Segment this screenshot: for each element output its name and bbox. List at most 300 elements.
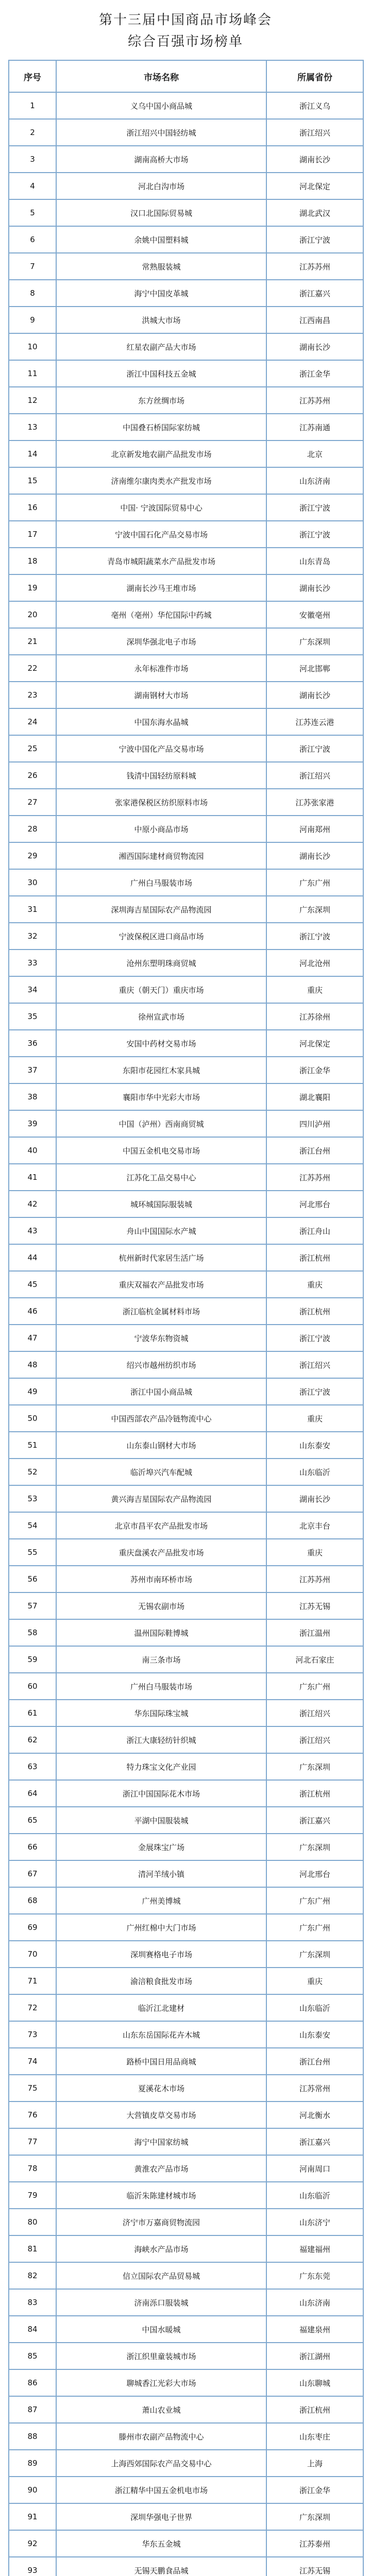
cell-province: 浙江宁波 bbox=[266, 1325, 363, 1351]
cell-number: 58 bbox=[9, 1619, 56, 1646]
table-row bbox=[9, 1057, 363, 1083]
cell-number: 29 bbox=[9, 842, 56, 869]
header-market-name: 市场名称 bbox=[56, 60, 266, 92]
cell-market-name: 大营镇皮草交易市场 bbox=[56, 2102, 266, 2128]
cell-number: 37 bbox=[9, 1057, 56, 1083]
cell-market-name: 滕州市农副产品物流中心 bbox=[56, 2423, 266, 2450]
header-row bbox=[9, 60, 363, 92]
cell-number: 18 bbox=[9, 548, 56, 574]
cell-province: 浙江舟山 bbox=[266, 1217, 363, 1244]
cell-number: 60 bbox=[9, 1673, 56, 1700]
cell-province: 安徽亳州 bbox=[266, 601, 363, 628]
table-row bbox=[9, 842, 363, 869]
cell-province: 河北沧州 bbox=[266, 950, 363, 976]
cell-market-name: 临沂朱陈建材城市场 bbox=[56, 2182, 266, 2209]
table-row bbox=[9, 2477, 363, 2503]
cell-province: 浙江湖州 bbox=[266, 2343, 363, 2369]
cell-market-name: 深圳华强电子世界 bbox=[56, 2503, 266, 2530]
cell-number: 65 bbox=[9, 1807, 56, 1834]
table-row bbox=[9, 199, 363, 226]
cell-number: 52 bbox=[9, 1459, 56, 1485]
cell-market-name: 华东国际珠宝城 bbox=[56, 1700, 266, 1726]
table-row bbox=[9, 1512, 363, 1539]
cell-market-name: 湖南钢材大市场 bbox=[56, 682, 266, 708]
cell-province: 江苏苏州 bbox=[266, 387, 363, 414]
cell-province: 湖南长沙 bbox=[266, 842, 363, 869]
cell-market-name: 东方丝绸市场 bbox=[56, 387, 266, 414]
table-row bbox=[9, 333, 363, 360]
header-province: 所属省份 bbox=[266, 60, 363, 92]
cell-number: 79 bbox=[9, 2182, 56, 2209]
table-row bbox=[9, 735, 363, 762]
cell-market-name: 宁波中国化产品交易市场 bbox=[56, 735, 266, 762]
cell-number: 48 bbox=[9, 1351, 56, 1378]
cell-province: 江苏无锡 bbox=[266, 1592, 363, 1619]
table-row bbox=[9, 119, 363, 146]
cell-market-name: 海宁中国家纺城 bbox=[56, 2128, 266, 2155]
cell-province: 山东济宁 bbox=[266, 2209, 363, 2235]
cell-number: 33 bbox=[9, 950, 56, 976]
cell-number: 34 bbox=[9, 976, 56, 1003]
cell-province: 湖北襄阳 bbox=[266, 1083, 363, 1110]
cell-province: 上海 bbox=[266, 2450, 363, 2477]
cell-number: 12 bbox=[9, 387, 56, 414]
cell-market-name: 无锡农副市场 bbox=[56, 1592, 266, 1619]
cell-number: 19 bbox=[9, 574, 56, 601]
cell-province: 重庆 bbox=[266, 1539, 363, 1566]
table-row bbox=[9, 1405, 363, 1432]
cell-province: 江苏徐州 bbox=[266, 1003, 363, 1030]
table-row bbox=[9, 708, 363, 735]
cell-number: 31 bbox=[9, 896, 56, 923]
cell-number: 40 bbox=[9, 1137, 56, 1164]
cell-number: 14 bbox=[9, 440, 56, 467]
cell-province: 浙江宁波 bbox=[266, 1378, 363, 1405]
cell-number: 73 bbox=[9, 2021, 56, 2048]
cell-province: 浙江台州 bbox=[266, 1137, 363, 1164]
table-row bbox=[9, 789, 363, 816]
cell-number: 11 bbox=[9, 360, 56, 387]
cell-number: 2 bbox=[9, 119, 56, 146]
header-number: 序号 bbox=[9, 60, 56, 92]
cell-market-name: 常熟服装城 bbox=[56, 253, 266, 280]
table-row bbox=[9, 1914, 363, 1941]
cell-number: 8 bbox=[9, 280, 56, 307]
cell-province: 重庆 bbox=[266, 1271, 363, 1298]
table-row bbox=[9, 2235, 363, 2262]
cell-market-name: 渝涪粮食批发市场 bbox=[56, 1968, 266, 1994]
cell-market-name: 广州白马服装市场 bbox=[56, 869, 266, 896]
table-row bbox=[9, 1941, 363, 1968]
cell-market-name: 信立国际农产品贸易城 bbox=[56, 2262, 266, 2289]
cell-market-name: 亳州（亳州）华佗国际中药城 bbox=[56, 601, 266, 628]
title-line-1: 第十三届中国商品市场峰会 bbox=[98, 12, 272, 28]
cell-number: 26 bbox=[9, 762, 56, 789]
cell-province: 江苏苏州 bbox=[266, 1566, 363, 1592]
cell-province: 浙江杭州 bbox=[266, 1298, 363, 1325]
cell-market-name: 温州国际鞋博城 bbox=[56, 1619, 266, 1646]
cell-market-name: 中国叠石桥国际家纺城 bbox=[56, 414, 266, 440]
cell-market-name: 舟山中国国际水产城 bbox=[56, 1217, 266, 1244]
cell-market-name: 重庆双福农产品批发市场 bbox=[56, 1271, 266, 1298]
cell-number: 3 bbox=[9, 146, 56, 173]
cell-province: 浙江台州 bbox=[266, 2048, 363, 2075]
table-row bbox=[9, 253, 363, 280]
cell-province: 浙江嘉兴 bbox=[266, 280, 363, 307]
table-row bbox=[9, 1834, 363, 1860]
table-row bbox=[9, 2182, 363, 2209]
cell-market-name: 红星农副产品大市场 bbox=[56, 333, 266, 360]
cell-province: 浙江温州 bbox=[266, 1619, 363, 1646]
cell-province: 江苏连云港 bbox=[266, 708, 363, 735]
cell-market-name: 海宁中国皮革城 bbox=[56, 280, 266, 307]
cell-market-name: 重庆盘溪农产品批发市场 bbox=[56, 1539, 266, 1566]
cell-market-name: 临沂埠兴汽车配城 bbox=[56, 1459, 266, 1485]
table-row bbox=[9, 1566, 363, 1592]
cell-province: 河北邢台 bbox=[266, 1860, 363, 1887]
cell-number: 70 bbox=[9, 1941, 56, 1968]
cell-market-name: 浙江大康轻纺针织城 bbox=[56, 1726, 266, 1753]
cell-province: 重庆 bbox=[266, 976, 363, 1003]
cell-market-name: 聊城香江光彩大市场 bbox=[56, 2369, 266, 2396]
cell-province: 重庆 bbox=[266, 1968, 363, 1994]
cell-province: 江苏苏州 bbox=[266, 253, 363, 280]
cell-number: 13 bbox=[9, 414, 56, 440]
cell-market-name: 海峡水产品市场 bbox=[56, 2235, 266, 2262]
cell-province: 河北衡水 bbox=[266, 2102, 363, 2128]
cell-province: 浙江金华 bbox=[266, 2477, 363, 2503]
cell-market-name: 广州白马服装市场 bbox=[56, 1673, 266, 1700]
cell-province: 湖北武汉 bbox=[266, 199, 363, 226]
cell-number: 46 bbox=[9, 1298, 56, 1325]
cell-market-name: 中国水暖城 bbox=[56, 2316, 266, 2343]
cell-province: 江苏泰州 bbox=[266, 2530, 363, 2557]
ranking-table bbox=[8, 60, 364, 2576]
cell-market-name: 洪城大市场 bbox=[56, 307, 266, 333]
cell-province: 广东深圳 bbox=[266, 1941, 363, 1968]
cell-province: 江西南昌 bbox=[266, 307, 363, 333]
cell-number: 56 bbox=[9, 1566, 56, 1592]
table-row bbox=[9, 2316, 363, 2343]
table-row bbox=[9, 2450, 363, 2477]
cell-number: 32 bbox=[9, 923, 56, 950]
cell-province: 湖南长沙 bbox=[266, 574, 363, 601]
table-row bbox=[9, 1646, 363, 1673]
cell-province: 浙江绍兴 bbox=[266, 1700, 363, 1726]
cell-market-name: 浙江织里童装城市场 bbox=[56, 2343, 266, 2369]
cell-province: 浙江杭州 bbox=[266, 1244, 363, 1271]
table-row bbox=[9, 2423, 363, 2450]
table-row bbox=[9, 414, 363, 440]
cell-market-name: 中国（泸州）西南商贸城 bbox=[56, 1110, 266, 1137]
cell-number: 57 bbox=[9, 1592, 56, 1619]
cell-market-name: 北京新发地农副产品批发市场 bbox=[56, 440, 266, 467]
cell-province: 浙江绍兴 bbox=[266, 762, 363, 789]
cell-market-name: 深圳华强北电子市场 bbox=[56, 628, 266, 655]
table-row bbox=[9, 1191, 363, 1217]
table-row bbox=[9, 280, 363, 307]
table-row bbox=[9, 1217, 363, 1244]
cell-number: 84 bbox=[9, 2316, 56, 2343]
cell-number: 5 bbox=[9, 199, 56, 226]
cell-province: 浙江宁波 bbox=[266, 521, 363, 548]
cell-market-name: 汉口北国际贸易城 bbox=[56, 199, 266, 226]
cell-province: 浙江嘉兴 bbox=[266, 1807, 363, 1834]
table-row bbox=[9, 494, 363, 521]
cell-number: 23 bbox=[9, 682, 56, 708]
table-row bbox=[9, 1298, 363, 1325]
cell-province: 江苏张家港 bbox=[266, 789, 363, 816]
cell-province: 广东广州 bbox=[266, 1673, 363, 1700]
table-row bbox=[9, 1459, 363, 1485]
table-body bbox=[9, 92, 363, 2576]
cell-number: 36 bbox=[9, 1030, 56, 1057]
cell-province: 山东临沂 bbox=[266, 2182, 363, 2209]
cell-province: 北京丰台 bbox=[266, 1512, 363, 1539]
cell-number: 86 bbox=[9, 2369, 56, 2396]
cell-province: 四川泸州 bbox=[266, 1110, 363, 1137]
table-row bbox=[9, 467, 363, 494]
cell-market-name: 上海西郊国际农产品交易中心 bbox=[56, 2450, 266, 2477]
table-row bbox=[9, 1137, 363, 1164]
cell-number: 39 bbox=[9, 1110, 56, 1137]
cell-market-name: 夏溪花木市场 bbox=[56, 2075, 266, 2102]
cell-market-name: 中国五金机电交易市场 bbox=[56, 1137, 266, 1164]
cell-province: 广东广州 bbox=[266, 1914, 363, 1941]
cell-province: 浙江绍兴 bbox=[266, 1351, 363, 1378]
table-row bbox=[9, 1860, 363, 1887]
cell-market-name: 临沂江北建材 bbox=[56, 1994, 266, 2021]
cell-province: 山东济南 bbox=[266, 467, 363, 494]
cell-number: 66 bbox=[9, 1834, 56, 1860]
cell-market-name: 江苏化工品交易中心 bbox=[56, 1164, 266, 1191]
cell-number: 77 bbox=[9, 2128, 56, 2155]
cell-number: 67 bbox=[9, 1860, 56, 1887]
cell-market-name: 山东东岳国际花卉木城 bbox=[56, 2021, 266, 2048]
cell-number: 7 bbox=[9, 253, 56, 280]
cell-number: 6 bbox=[9, 226, 56, 253]
table-row bbox=[9, 1244, 363, 1271]
table-row bbox=[9, 976, 363, 1003]
cell-market-name: 深圳海吉星国际农产品物流园 bbox=[56, 896, 266, 923]
cell-number: 55 bbox=[9, 1539, 56, 1566]
cell-number: 28 bbox=[9, 816, 56, 842]
cell-market-name: 浙江绍兴中国轻纺城 bbox=[56, 119, 266, 146]
cell-number: 78 bbox=[9, 2155, 56, 2182]
table-row bbox=[9, 1619, 363, 1646]
table-row bbox=[9, 521, 363, 548]
cell-market-name: 华东五金城 bbox=[56, 2530, 266, 2557]
table-row bbox=[9, 2503, 363, 2530]
cell-market-name: 徐州宣武市场 bbox=[56, 1003, 266, 1030]
table-row bbox=[9, 2396, 363, 2423]
cell-market-name: 广州红棉中大门市场 bbox=[56, 1914, 266, 1941]
cell-market-name: 浙江中国国际花木市场 bbox=[56, 1780, 266, 1807]
cell-province: 重庆 bbox=[266, 1405, 363, 1432]
cell-province: 湖南长沙 bbox=[266, 682, 363, 708]
table-row bbox=[9, 1351, 363, 1378]
cell-number: 22 bbox=[9, 655, 56, 682]
cell-number: 89 bbox=[9, 2450, 56, 2477]
cell-market-name: 浙江精华中国五金机电市场 bbox=[56, 2477, 266, 2503]
table-row bbox=[9, 92, 363, 119]
cell-province: 江苏无锡 bbox=[266, 2557, 363, 2576]
table-row bbox=[9, 1110, 363, 1137]
cell-number: 88 bbox=[9, 2423, 56, 2450]
cell-province: 山东济南 bbox=[266, 2289, 363, 2316]
cell-province: 广东深圳 bbox=[266, 1753, 363, 1780]
table-row bbox=[9, 2557, 363, 2576]
cell-number: 72 bbox=[9, 1994, 56, 2021]
cell-province: 浙江宁波 bbox=[266, 494, 363, 521]
table-header bbox=[9, 60, 363, 92]
table-row bbox=[9, 1030, 363, 1057]
cell-market-name: 南三条市场 bbox=[56, 1646, 266, 1673]
cell-number: 38 bbox=[9, 1083, 56, 1110]
cell-province: 浙江宁波 bbox=[266, 226, 363, 253]
table-row bbox=[9, 1994, 363, 2021]
cell-market-name: 宁波保税区进口商品市场 bbox=[56, 923, 266, 950]
cell-market-name: 金展珠宝广场 bbox=[56, 1834, 266, 1860]
table-row bbox=[9, 628, 363, 655]
cell-province: 广东深圳 bbox=[266, 896, 363, 923]
cell-province: 江苏南通 bbox=[266, 414, 363, 440]
cell-number: 44 bbox=[9, 1244, 56, 1271]
cell-province: 浙江宁波 bbox=[266, 923, 363, 950]
table-row bbox=[9, 1083, 363, 1110]
cell-province: 山东青岛 bbox=[266, 548, 363, 574]
cell-province: 浙江杭州 bbox=[266, 1780, 363, 1807]
cell-number: 71 bbox=[9, 1968, 56, 1994]
table-row bbox=[9, 923, 363, 950]
cell-province: 江苏常州 bbox=[266, 2075, 363, 2102]
table-row bbox=[9, 2343, 363, 2369]
cell-number: 47 bbox=[9, 1325, 56, 1351]
cell-number: 49 bbox=[9, 1378, 56, 1405]
table-row bbox=[9, 1003, 363, 1030]
cell-market-name: 浙江临杭金属材料市场 bbox=[56, 1298, 266, 1325]
table-row bbox=[9, 762, 363, 789]
cell-market-name: 北京市昌平农产品批发市场 bbox=[56, 1512, 266, 1539]
cell-market-name: 余姚中国塑料城 bbox=[56, 226, 266, 253]
cell-province: 江苏苏州 bbox=[266, 1164, 363, 1191]
cell-market-name: 绍兴市越州纺织市场 bbox=[56, 1351, 266, 1378]
cell-number: 16 bbox=[9, 494, 56, 521]
cell-province: 湖南长沙 bbox=[266, 146, 363, 173]
cell-market-name: 黄兴海吉星国际农产品物流园 bbox=[56, 1485, 266, 1512]
cell-province: 浙江杭州 bbox=[266, 2396, 363, 2423]
cell-market-name: 中原小商品市场 bbox=[56, 816, 266, 842]
table-row bbox=[9, 896, 363, 923]
cell-market-name: 沧州东塑明珠商贸城 bbox=[56, 950, 266, 976]
table-row bbox=[9, 146, 363, 173]
cell-province: 河南郑州 bbox=[266, 816, 363, 842]
cell-market-name: 平湖中国服装城 bbox=[56, 1807, 266, 1834]
cell-province: 广东广州 bbox=[266, 869, 363, 896]
cell-market-name: 中国东海水晶城 bbox=[56, 708, 266, 735]
table-row bbox=[9, 1780, 363, 1807]
cell-province: 河北石家庄 bbox=[266, 1646, 363, 1673]
table-row bbox=[9, 1164, 363, 1191]
cell-province: 浙江金华 bbox=[266, 1057, 363, 1083]
table-row bbox=[9, 2155, 363, 2182]
cell-market-name: 无锡天鹏食品城 bbox=[56, 2557, 266, 2576]
cell-province: 广东深圳 bbox=[266, 1834, 363, 1860]
cell-province: 浙江绍兴 bbox=[266, 1726, 363, 1753]
cell-market-name: 张家港保税区纺织原料市场 bbox=[56, 789, 266, 816]
cell-province: 广东东莞 bbox=[266, 2262, 363, 2289]
table-row bbox=[9, 816, 363, 842]
cell-number: 35 bbox=[9, 1003, 56, 1030]
table-row bbox=[9, 950, 363, 976]
cell-number: 30 bbox=[9, 869, 56, 896]
cell-market-name: 重庆（朝天门）重庆市场 bbox=[56, 976, 266, 1003]
cell-province: 北京 bbox=[266, 440, 363, 467]
table-row bbox=[9, 173, 363, 199]
cell-number: 51 bbox=[9, 1432, 56, 1459]
cell-market-name: 河北白沟市场 bbox=[56, 173, 266, 199]
cell-province: 山东泰安 bbox=[266, 2021, 363, 2048]
cell-number: 93 bbox=[9, 2557, 56, 2576]
table-row bbox=[9, 1378, 363, 1405]
cell-province: 山东泰安 bbox=[266, 1432, 363, 1459]
cell-province: 福建福州 bbox=[266, 2235, 363, 2262]
page-title bbox=[8, 9, 363, 53]
cell-market-name: 中国· 宁波国际贸易中心 bbox=[56, 494, 266, 521]
cell-market-name: 宁波华东物资城 bbox=[56, 1325, 266, 1351]
cell-market-name: 襄阳市华中光彩大市场 bbox=[56, 1083, 266, 1110]
table-row bbox=[9, 601, 363, 628]
cell-market-name: 山东泰山钢材大市场 bbox=[56, 1432, 266, 1459]
table-row bbox=[9, 2048, 363, 2075]
cell-number: 54 bbox=[9, 1512, 56, 1539]
cell-market-name: 济宁市万嘉商贸物流园 bbox=[56, 2209, 266, 2235]
cell-province: 山东临沂 bbox=[266, 1459, 363, 1485]
cell-number: 76 bbox=[9, 2102, 56, 2128]
cell-province: 山东枣庄 bbox=[266, 2423, 363, 2450]
cell-market-name: 东阳市花园红木家具城 bbox=[56, 1057, 266, 1083]
cell-number: 75 bbox=[9, 2075, 56, 2102]
cell-market-name: 安国中药材交易市场 bbox=[56, 1030, 266, 1057]
table-row bbox=[9, 1887, 363, 1914]
cell-number: 43 bbox=[9, 1217, 56, 1244]
table-row bbox=[9, 2530, 363, 2557]
table-row bbox=[9, 1700, 363, 1726]
cell-province: 浙江嘉兴 bbox=[266, 2128, 363, 2155]
cell-number: 9 bbox=[9, 307, 56, 333]
cell-province: 河北邢台 bbox=[266, 1191, 363, 1217]
cell-province: 山东临沂 bbox=[266, 1994, 363, 2021]
table-row bbox=[9, 2369, 363, 2396]
cell-market-name: 青岛市城阳蔬菜水产品批发市场 bbox=[56, 548, 266, 574]
cell-province: 广东广州 bbox=[266, 1887, 363, 1914]
cell-province: 湖南长沙 bbox=[266, 1485, 363, 1512]
cell-market-name: 特力珠宝文化产业园 bbox=[56, 1753, 266, 1780]
cell-number: 4 bbox=[9, 173, 56, 199]
cell-province: 湖南长沙 bbox=[266, 333, 363, 360]
cell-number: 45 bbox=[9, 1271, 56, 1298]
cell-number: 41 bbox=[9, 1164, 56, 1191]
cell-market-name: 永年标准件市场 bbox=[56, 655, 266, 682]
table-row bbox=[9, 2102, 363, 2128]
cell-province: 河北邯郸 bbox=[266, 655, 363, 682]
cell-province: 河北保定 bbox=[266, 1030, 363, 1057]
cell-number: 91 bbox=[9, 2503, 56, 2530]
table-row bbox=[9, 2075, 363, 2102]
cell-market-name: 杭州新时代家居生活广场 bbox=[56, 1244, 266, 1271]
table-row bbox=[9, 2289, 363, 2316]
cell-market-name: 广州美博城 bbox=[56, 1887, 266, 1914]
